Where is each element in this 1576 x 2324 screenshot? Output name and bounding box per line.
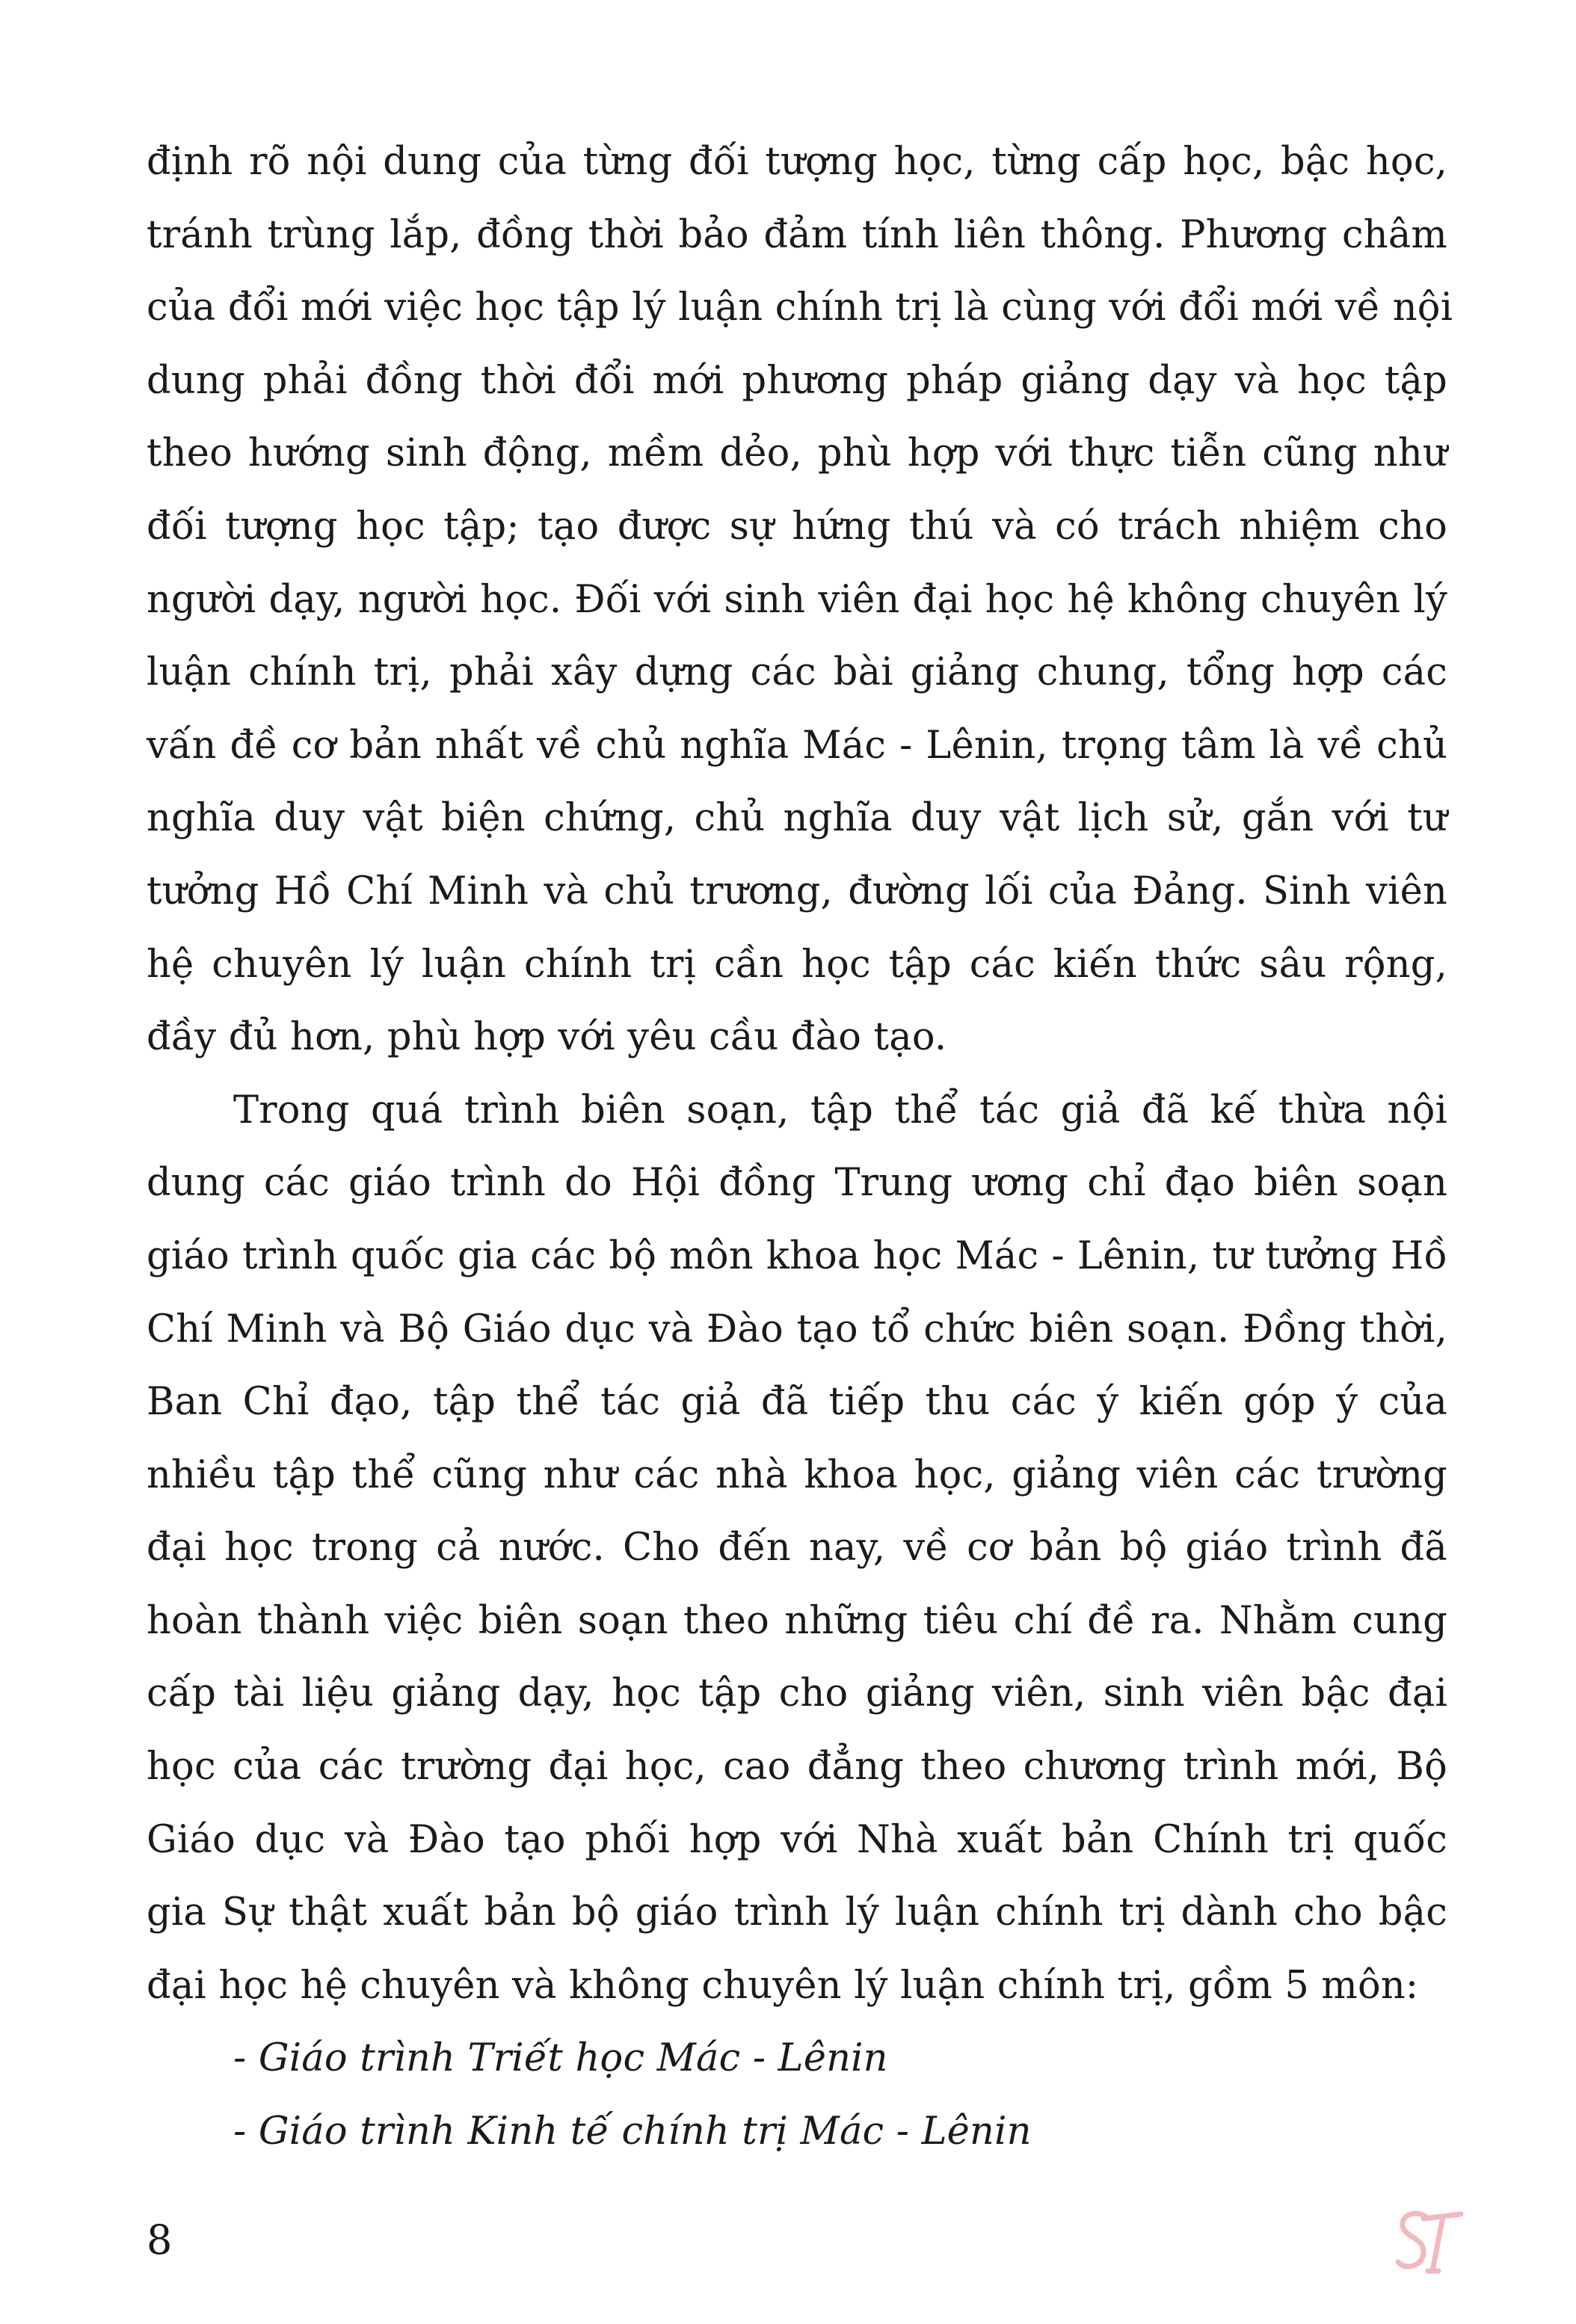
text-line: theo hướng sinh động, mềm dẻo, phù hợp với thực tiễn cũng như: [147, 431, 1447, 476]
text-line: hoàn thành việc biên soạn theo những tiêu chí đề ra. Nhằm cung: [147, 1598, 1447, 1643]
text-line: dung phải đồng thời đổi mới phương pháp giảng dạy và học tập: [147, 358, 1447, 403]
text-line: học của các trường đại học, cao đẳng theo chương trình mới, Bộ: [147, 1745, 1447, 1790]
page-body: [147, 126, 1453, 2169]
text-line: luận chính trị, phải xây dựng các bài giảng chung, tổng hợp các: [147, 650, 1447, 695]
text-line: Trong quá trình biên soạn, tập thể tác giả đã kế thừa nội: [233, 1088, 1447, 1132]
text-line: tưởng Hồ Chí Minh và chủ trương, đường lối của Đảng. Sinh viên: [147, 869, 1447, 913]
st-publisher-logo: [1394, 2205, 1465, 2280]
text-line: nghĩa duy vật biện chứng, chủ nghĩa duy vật lịch sử, gắn với tư: [147, 796, 1447, 841]
course-list: [147, 2022, 1447, 2168]
text-line: đại học hệ chuyên và không chuyên lý luận chính trị, gồm 5 môn:: [147, 1963, 1419, 2008]
text-line: gia Sự thật xuất bản bộ giáo trình lý luận chính trị dành cho bậc: [147, 1890, 1447, 1935]
text-line: giáo trình quốc gia các bộ môn khoa học Mác - Lênin, tư tưởng Hồ: [147, 1233, 1447, 1278]
text-line: đối tượng học tập; tạo được sự hứng thú và có trách nhiệm cho: [147, 504, 1447, 549]
list-item: - Giáo trình Triết học Mác - Lênin: [233, 2036, 888, 2081]
text-line: Chí Minh và Bộ Giáo dục và Đào tạo tổ chức biên soạn. Đồng thời,: [147, 1307, 1447, 1351]
text-line: dung các giáo trình do Hội đồng Trung ương chỉ đạo biên soạn: [147, 1161, 1447, 1206]
text-line: cấp tài liệu giảng dạy, học tập cho giảng viên, sinh viên bậc đại: [147, 1671, 1447, 1716]
text-line: Ban Chỉ đạo, tập thể tác giả đã tiếp thu các ý kiến góp ý của: [147, 1380, 1447, 1425]
text-line: đầy đủ hơn, phù hợp với yêu cầu đào tạo.: [147, 1015, 947, 1060]
text-line: vấn đề cơ bản nhất về chủ nghĩa Mác - Lênin, trọng tâm là về chủ: [147, 723, 1447, 768]
text-line: hệ chuyên lý luận chính trị cần học tập các kiến thức sâu rộng,: [147, 942, 1447, 987]
text-line: định rõ nội dung của từng đối tượng học, từng cấp học, bậc học,: [147, 140, 1447, 184]
text-line: nhiều tập thể cũng như các nhà khoa học, giảng viên các trường: [147, 1452, 1447, 1497]
page-number: 8: [147, 2216, 173, 2263]
paragraph-1: [147, 126, 1453, 1074]
text-line: tránh trùng lắp, đồng thời bảo đảm tính liên thông. Phương châm: [147, 212, 1447, 257]
text-line: của đổi mới việc học tập lý luận chính trị là cùng với đổi mới về nội: [147, 286, 1453, 330]
text-line: người dạy, người học. Đối với sinh viên đại học hệ không chuyên lý: [147, 577, 1447, 622]
list-item: - Giáo trình Kinh tế chính trị Mác - Lênin: [233, 2109, 1032, 2154]
text-line: Giáo dục và Đào tạo phối hợp với Nhà xuất bản Chính trị quốc: [147, 1817, 1447, 1862]
text-line: đại học trong cả nước. Cho đến nay, về cơ bản bộ giáo trình đã: [147, 1526, 1447, 1571]
paragraph-2: [147, 1074, 1447, 2023]
